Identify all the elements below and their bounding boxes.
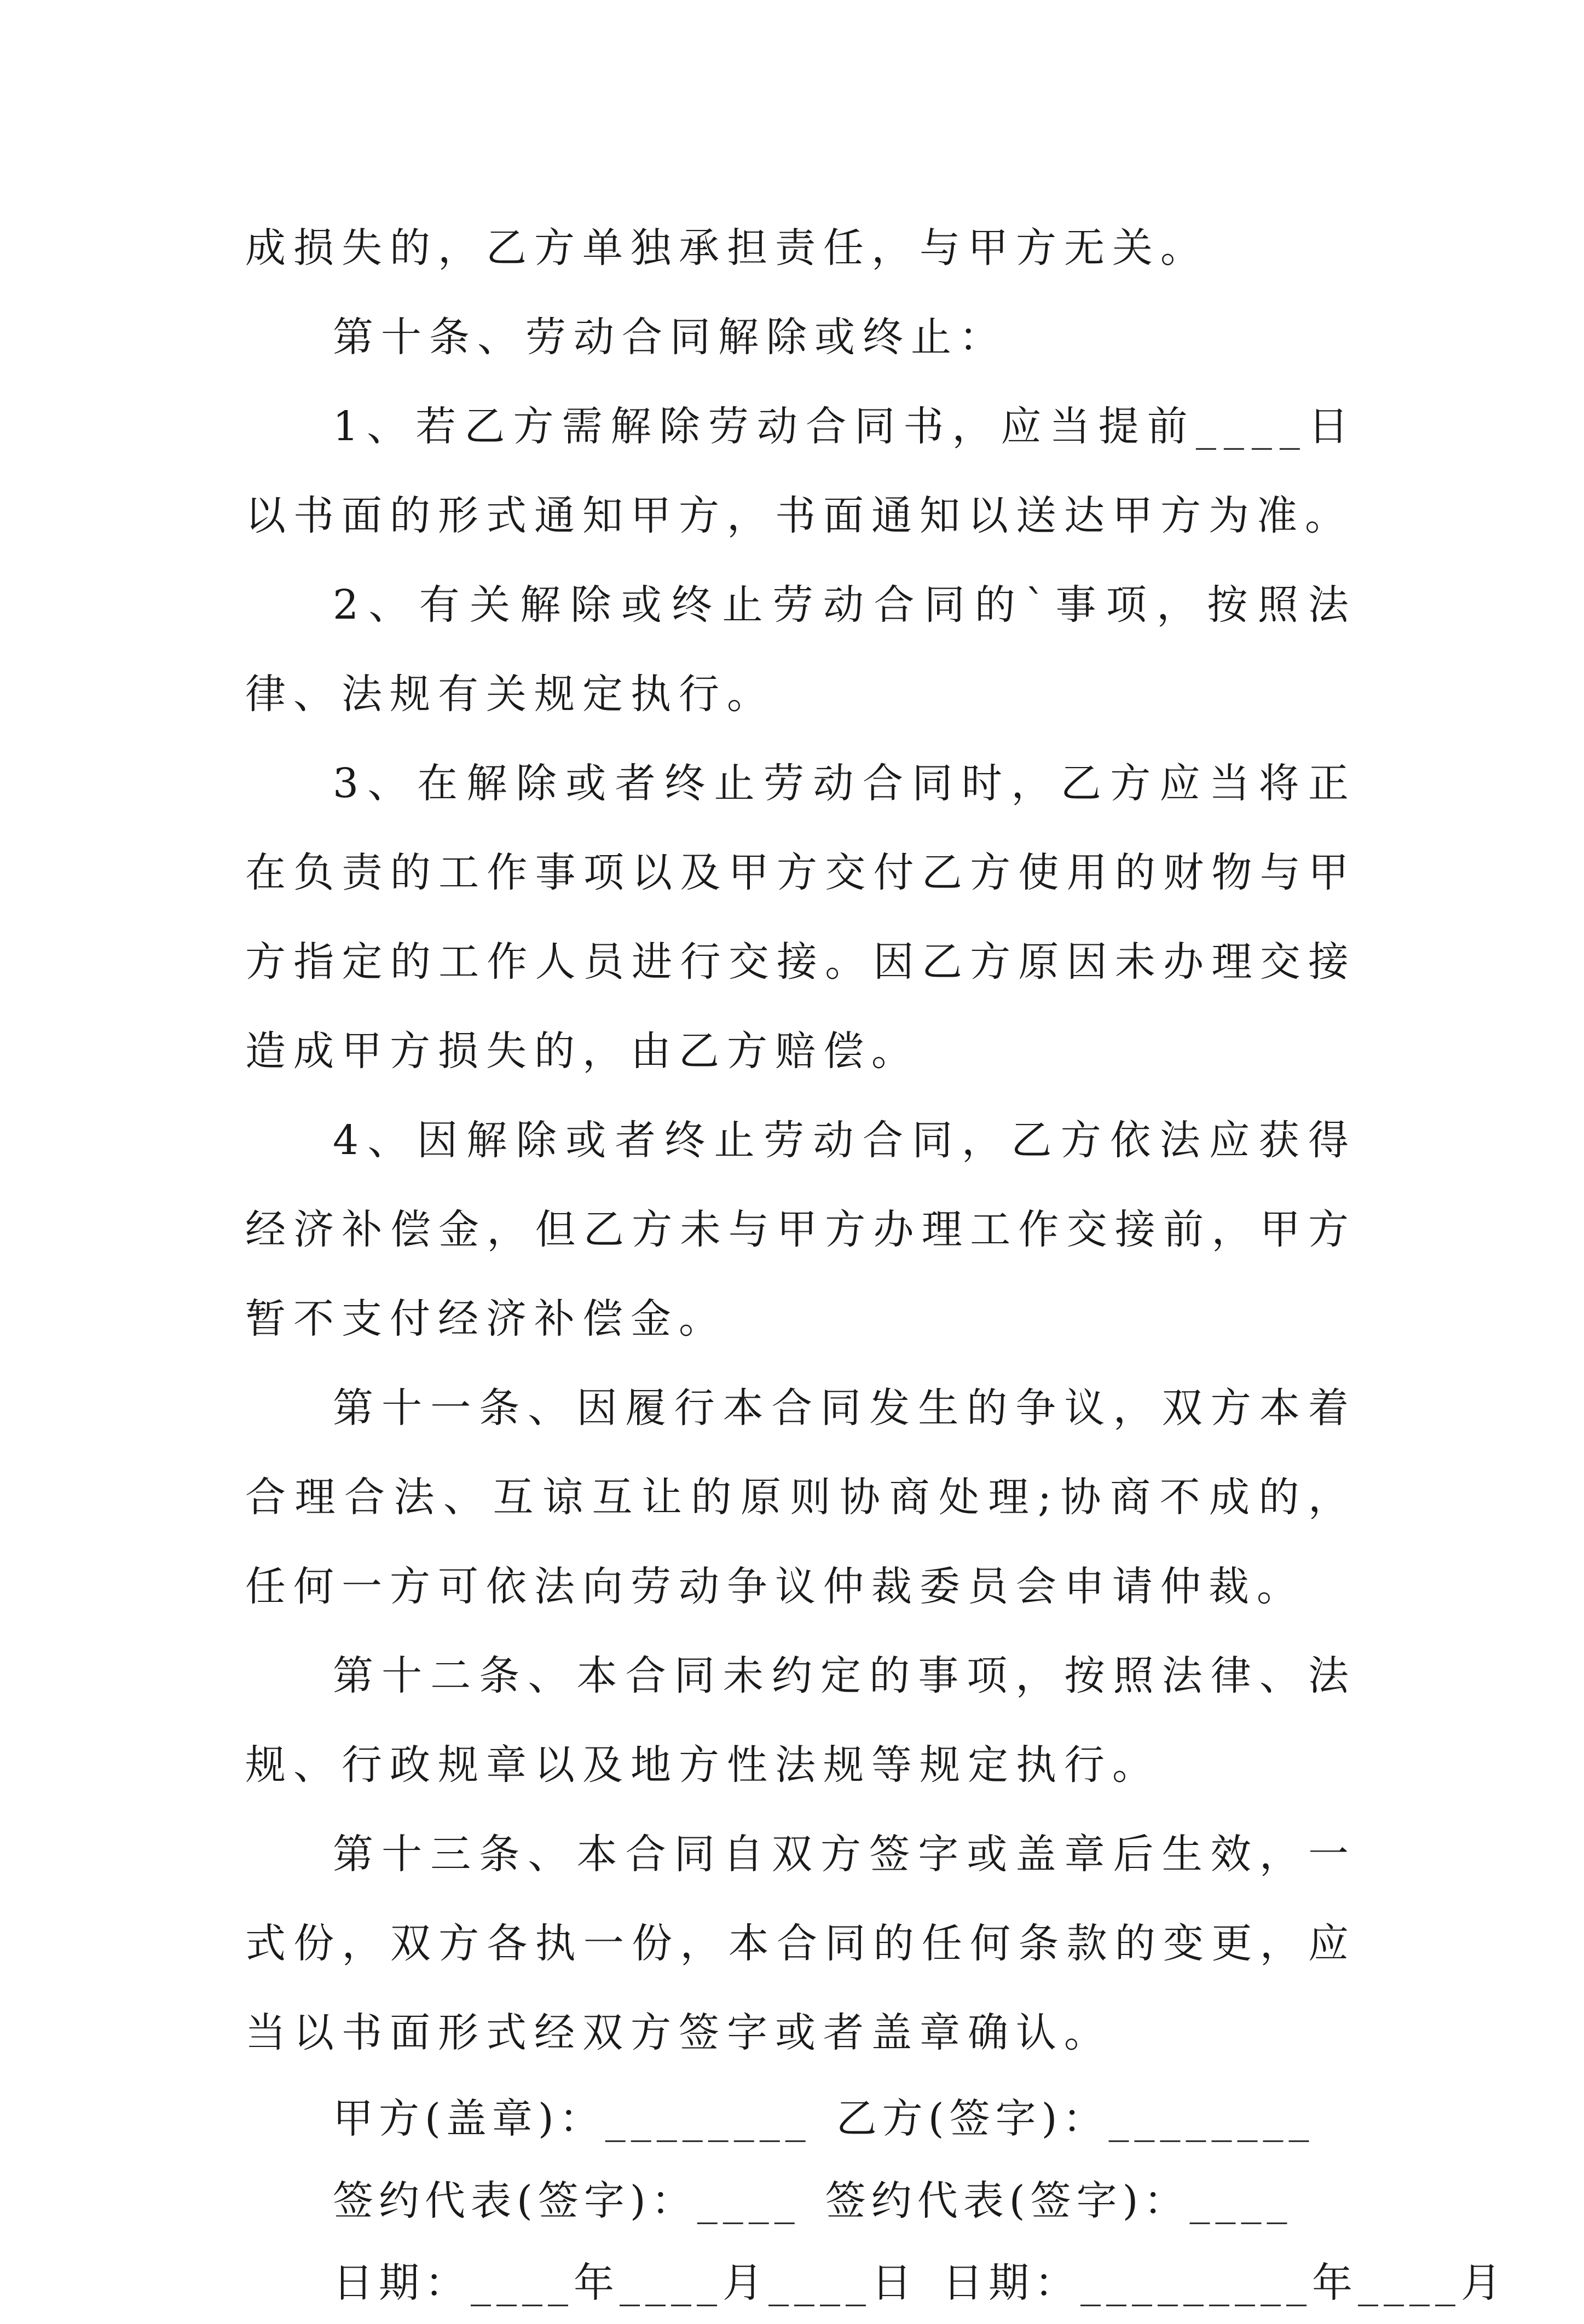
clause-10-heading: 第十条、劳动合同解除或终止：: [333, 314, 1007, 361]
clause-11: 第十一条、因履行本合同发生的争议，双方本着合理合法、互谅互让的原则协商处理;协商不成的，任何一方可依法向劳动争议仲裁委员会申请仲裁。: [245, 1385, 1356, 1610]
party-a-seal-label: 甲方(盖章)：________: [333, 2095, 811, 2142]
date-a-label: 日期：____年____月____日: [333, 2259, 917, 2306]
signature-line-dates: [245, 2242, 1507, 2324]
signature-block: [245, 2078, 1507, 2324]
clause-12: 第十二条、本合同未约定的事项，按照法律、法规、行政规章以及地方性法规等规定执行。: [245, 1652, 1356, 1789]
rep-a-sign-label: 签约代表(签字)：____: [333, 2177, 800, 2224]
party-b-sign-label: 乙方(签字)：________: [836, 2095, 1315, 2142]
clause-13: 第十三条、本合同自双方签字或盖章后生效，一式份，双方各执一份，本合同的任何条款的变更，应当以书面形式经双方签字或者盖章确认。: [245, 1831, 1356, 2056]
date-b-label: 日期：_________年____月: [943, 2259, 1507, 2306]
clause-10-item-2: 2、有关解除或终止劳动合同的`事项，按照法律、法规有关规定执行。: [245, 581, 1356, 718]
clause-10-item-1: 1、若乙方需解除劳动合同书，应当提前____日以书面的形式通知甲方，书面通知以送达甲方为准。: [245, 403, 1356, 539]
rep-b-sign-label: 签约代表(签字)：____: [825, 2177, 1293, 2224]
paragraph-0: 成损失的，乙方单独承担责任，与甲方无关。: [245, 224, 1209, 272]
signature-line-parties: [245, 2078, 1356, 2160]
clause-10-item-4: 4、因解除或者终止劳动合同，乙方依法应获得经济补偿金，但乙方未与甲方办理工作交接前，甲方暂不支付经济补偿金。: [245, 1117, 1356, 1342]
signature-line-representatives: [245, 2160, 1356, 2242]
document-page: [245, 204, 1507, 2324]
clause-10-item-3: 3、在解除或者终止劳动合同时，乙方应当将正在负责的工作事项以及甲方交付乙方使用的财物与甲方指定的工作人员进行交接。因乙方原因未办理交接造成甲方损失的，由乙方赔偿。: [245, 760, 1356, 1075]
